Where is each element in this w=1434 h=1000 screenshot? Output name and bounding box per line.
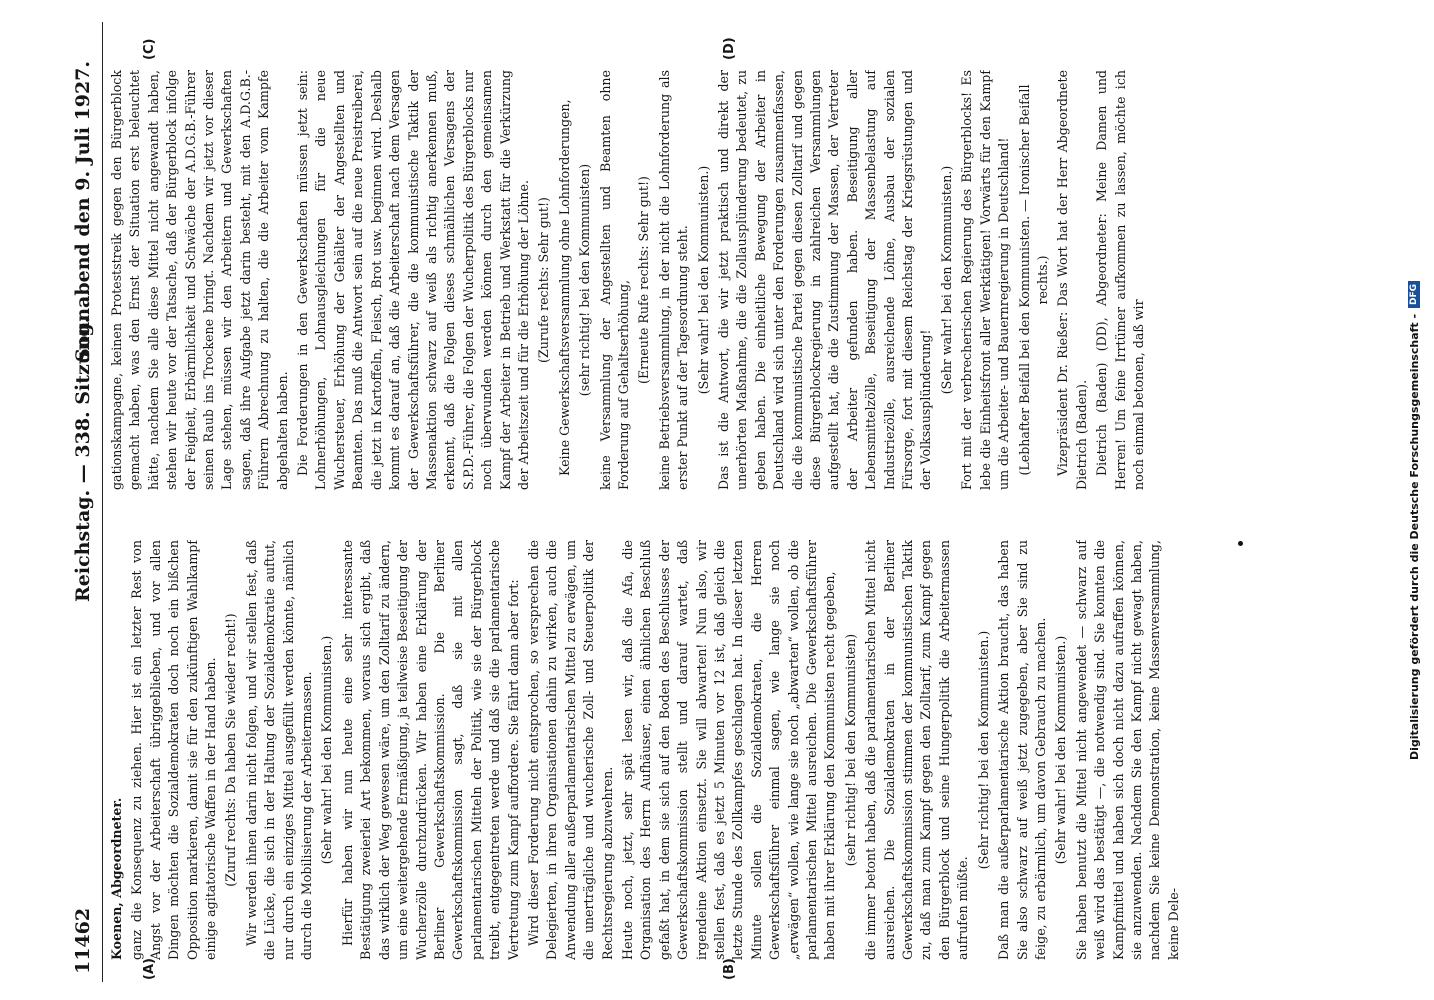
paragraph: (Sehr wahr! bei den Kommunisten.) xyxy=(1053,635,1069,865)
paragraph: keine Versammlung der Angestellten und Beamten ohne Forderung auf Gehaltserhöhung, xyxy=(597,70,631,490)
left-column xyxy=(108,540,1296,960)
rotated-page xyxy=(62,22,1302,982)
paragraph: (Zurufe rechts: Sehr gut!) xyxy=(536,197,552,363)
paragraph: (Erneute Rufe rechts: Sehr gut!) xyxy=(636,176,652,384)
paragraph: (Sehr wahr! bei den Kommunisten.) xyxy=(695,165,711,395)
paragraph: Koenen, Abgeordneter. xyxy=(109,797,124,960)
paragraph: gationskampagne, keinen Proteststreik gegen den Bürgerblock gemacht haben, was den Ernst der Situation erst beleuchtet hätte, nachdem Sie alle diese Mittel nicht angewandt haben, stehen wir heute vor der Tatsache, daß der Bürgerblock infolge der Feigheit, Erbärmlichkeit und Schwäche der A.D.G.B.-Führer seinen Raub ins Trockene bringt. Nachdem wir jetzt vor dieser Lage stehen, müssen wir den Arbeitern und Gewerkschaften sagen, daß ihre Aufgabe jetzt darin besteht, mit den A.D.G.B.-Führern Abrechnung zu halten, die die Arbeiter vom Kampfe abgehalten haben. xyxy=(109,70,290,490)
dfg-credit xyxy=(1406,240,1422,760)
marker-d: (D) xyxy=(722,37,737,60)
paragraph: (Sehr wahr! bei den Kommunisten.) xyxy=(938,165,954,395)
marker-c: (C) xyxy=(142,38,157,60)
marker-b: (B) xyxy=(722,958,737,980)
header-date: Sonnabend den 9. Juli 1927. xyxy=(72,60,94,362)
right-column xyxy=(108,70,1296,490)
paragraph: keine Betriebsversammlung, in der nicht die Lohnforderung als erster Punkt auf der Tagesordnung steht. xyxy=(656,70,691,490)
paragraph: Heute noch, jetzt, sehr spät lesen wir, daß die Afa, die Organisation des Herrn Aufhäuser, einen ähnlichen Beschluß gefaßt hat, in dem sie sich auf den Boden des Beschlusses der Gewerkschaftskommission stellt und darauf wartet, daß irgendeine Aktion einsetzt. Sie will abwarten! Nun also, wir stellen fest, daß es jetzt 5 Minuten vor 12 ist, daß gleich die letzte Stunde des Zollkampfes geschlagen hat. In dieser letzten Minute sollen die Sozialdemokraten, die Herren Gewerkschaftsführer einmal sagen, wie lange sie noch „erwägen“ wollen, wie lange sie noch „abwarten“ wollen, ob die parlamentarischen Mittel ausreichen. Die Gewerkschaftsführer haben mit ihrer Erklärung den Kommunisten recht gegeben, xyxy=(619,540,838,960)
paragraph: Die Forderungen in den Gewerkschaften müssen jetzt sein: Lohnerhöhungen, Lohnausgleichungen für die neue Wuchersteuer, Erhöhung der Gehälter der Angestellten und Beamten. Das muß die Antwort sein auf die neue Preistreiberei, die jetzt in Kartoffeln, Fleisch, Brot usw. beginnen wird. Deshalb kommt es darauf an, daß die Arbeiterschaft nach dem Versagen der Gewerkschaftsführer, die die kommunistische Taktik der Massenaktion schwarz auf weiß als richtig anerkennen muß, erkennt, daß die Folgen dieses schmählichen Versagens der S.P.D.-Führer, die Folgen der Wucherpolitik des Bürgerblocks nur noch überwunden werden können durch den gemeinsamen Kampf der Arbeiter in Betrieb und Werkstatt für die Verkürzung der Arbeitszeit und für die Erhöhung der Löhne. xyxy=(295,70,531,490)
paragraph: (Lebhafter Beifall bei den Kommunisten. — Ironischer Beifall rechts.) xyxy=(1016,84,1050,476)
paragraph: Sie haben benutzt die Mittel nicht angewendet — schwarz auf weiß wird das bestätigt —, die notwendig sind. Sie konnten die Kampfmittel und haben sich doch nicht dazu aufraffen können, sie anzuwenden. Nachdem Sie den Kampf nicht gewagt haben, nachdem Sie keine Demonstration, keine Massenversammlung, keine Dele- xyxy=(1073,540,1181,960)
marker-a: (A) xyxy=(142,958,157,980)
paragraph: (sehr richtig! bei den Kommunisten) xyxy=(842,633,858,867)
paragraph: (sehr richtig! bei den Kommunisten) xyxy=(577,163,593,397)
paragraph: Fort mit der verbrecherischen Regierung des Bürgerblocks! Es lebe die Einheitsfront aller Werktätigen! Vorwärts für den Kampf um die Arbeiter- und Bauernregierung in Deutschland! xyxy=(959,70,1012,490)
paragraph: Vizepräsident Dr. Rießer: Das Wort hat der Herr Abgeordnete Dietrich (Baden). xyxy=(1055,70,1089,490)
paragraph: (Sehr wahr! bei den Kommunisten.) xyxy=(319,635,335,865)
paragraph: Hierfür haben wir nun heute eine sehr interessante Bestätigung zweierlei Art bekommen, woraus sich ergibt, daß das wirklich der Weg gewesen wäre, um den Zolltarif zu ändern, um eine weitergehende Ermäßigung, ja teilweise Beseitigung der Wucherzölle durchzudrücken. Wir haben eine Erklärung der Berliner Gewerkschaftskommission. Die Berliner Gewerkschaftskommission sagt, daß sie mit allen parlamentarischen Mitteln der Politik, wie sie der Bürgerblock treibt, entgegentreten werde und daß sie die parlamentarische Vertretung zum Kampf auffordere. Sie fährt dann aber fort: xyxy=(339,540,521,960)
paragraph: Das ist die Antwort, die wir jetzt praktisch und direkt der unerhörten Maßnahme, die die Zollausplünderung bedeutet, zu geben haben. Die einheitliche Bewegung der Arbeiter in Deutschland wird sich unter den Forderungen zusammenfassen, die die kommunistische Partei gegen diesen Zolltarif und gegen diese Bürgerblockregierung in zahlreichen Versammlungen aufgestellt hat, die die Zustimmung der Massen, der Vertreter der Arbeiter gefunden haben. Beseitigung aller Lebensmittelzölle, Beseitigung der Massenbelastung auf Industriezölle, ausreichende Löhne, Ausbau der sozialen Fürsorge, fort mit diesem Reichstag der Kriegsrüstungen und der Volksausplünderung! xyxy=(716,70,934,490)
page-header xyxy=(62,22,103,982)
ink-speck xyxy=(1238,541,1243,546)
dfg-logo: DFG xyxy=(1408,281,1420,308)
header-title: Reichstag. — 338. Sitzung. xyxy=(72,316,94,602)
paragraph: (Zuruf rechts: Da haben Sie wieder recht!) xyxy=(223,613,239,887)
paragraph: (Sehr richtig! bei den Kommunisten.) xyxy=(975,630,991,870)
paragraph: Wir werden ihnen darin nicht folgen, und wir stellen fest, daß die Lücke, die sich in der Haltung der Sozialdemokratie auftut, nur durch ein einziges Mittel ausgefüllt werden könnte, nämlich durch die Mobilisierung der Arbeitermassen. xyxy=(243,540,315,960)
paragraph: Keine Gewerkschaftsversammlung ohne Lohnforderungen, xyxy=(556,99,572,476)
paragraph: die immer betont haben, daß die parlamentarischen Mittel nicht ausreichen. Die Sozialdemokraten in der Berliner Gewerkschaftskommission stimmen der kommunistischen Taktik zu, daß man zum Kampf gegen den Zolltarif, zum Kampf gegen den Bürgerblock und seine Hungerpolitik die Arbeitermassen aufrufen müßte. xyxy=(863,540,971,960)
page-number: 11462 xyxy=(72,907,94,974)
paragraph: Daß man die außerparlamentarische Aktion braucht, das haben Sie also schwarz auf weiß jetzt zugegeben, aber Sie sind zu feige, zu erbärmlich, um davon Gebrauch zu machen. xyxy=(996,540,1048,960)
credit-text: Digitalisierung gefördert durch die Deutsche Forschungsgemeinschaft - xyxy=(1407,313,1421,760)
paragraph: Dietrich (Baden) (DD), Abgeordneter: Meine Damen und Herren! Um feine Irrtümer aufkommen zu lassen, möchte ich noch einmal betonen, daß wir xyxy=(1094,70,1146,490)
paragraph: Wird dieser Forderung nicht entsprochen, so versprechen die Delegierten, in ihren Organisationen dahin zu wirken, auch die Anwendung aller außerparlamentarischen Mittel zu erwägen, um die unerträgliche und wucherische Zoll- und Steuerpolitik der Rechtsregierung abzuwehren. xyxy=(525,540,615,960)
paragraph: ganz die Konsequenz zu ziehen. Hier ist ein letzter Rest von Angst vor der Arbeiterschaft übriggeblieben, und vor allen Dingen möchten die Sozialdemokraten doch noch ein bißchen Opposition markieren, damit sie für den zukünftigen Wahlkampf einige agitatorische Waffen in der Hand haben. xyxy=(129,540,219,960)
